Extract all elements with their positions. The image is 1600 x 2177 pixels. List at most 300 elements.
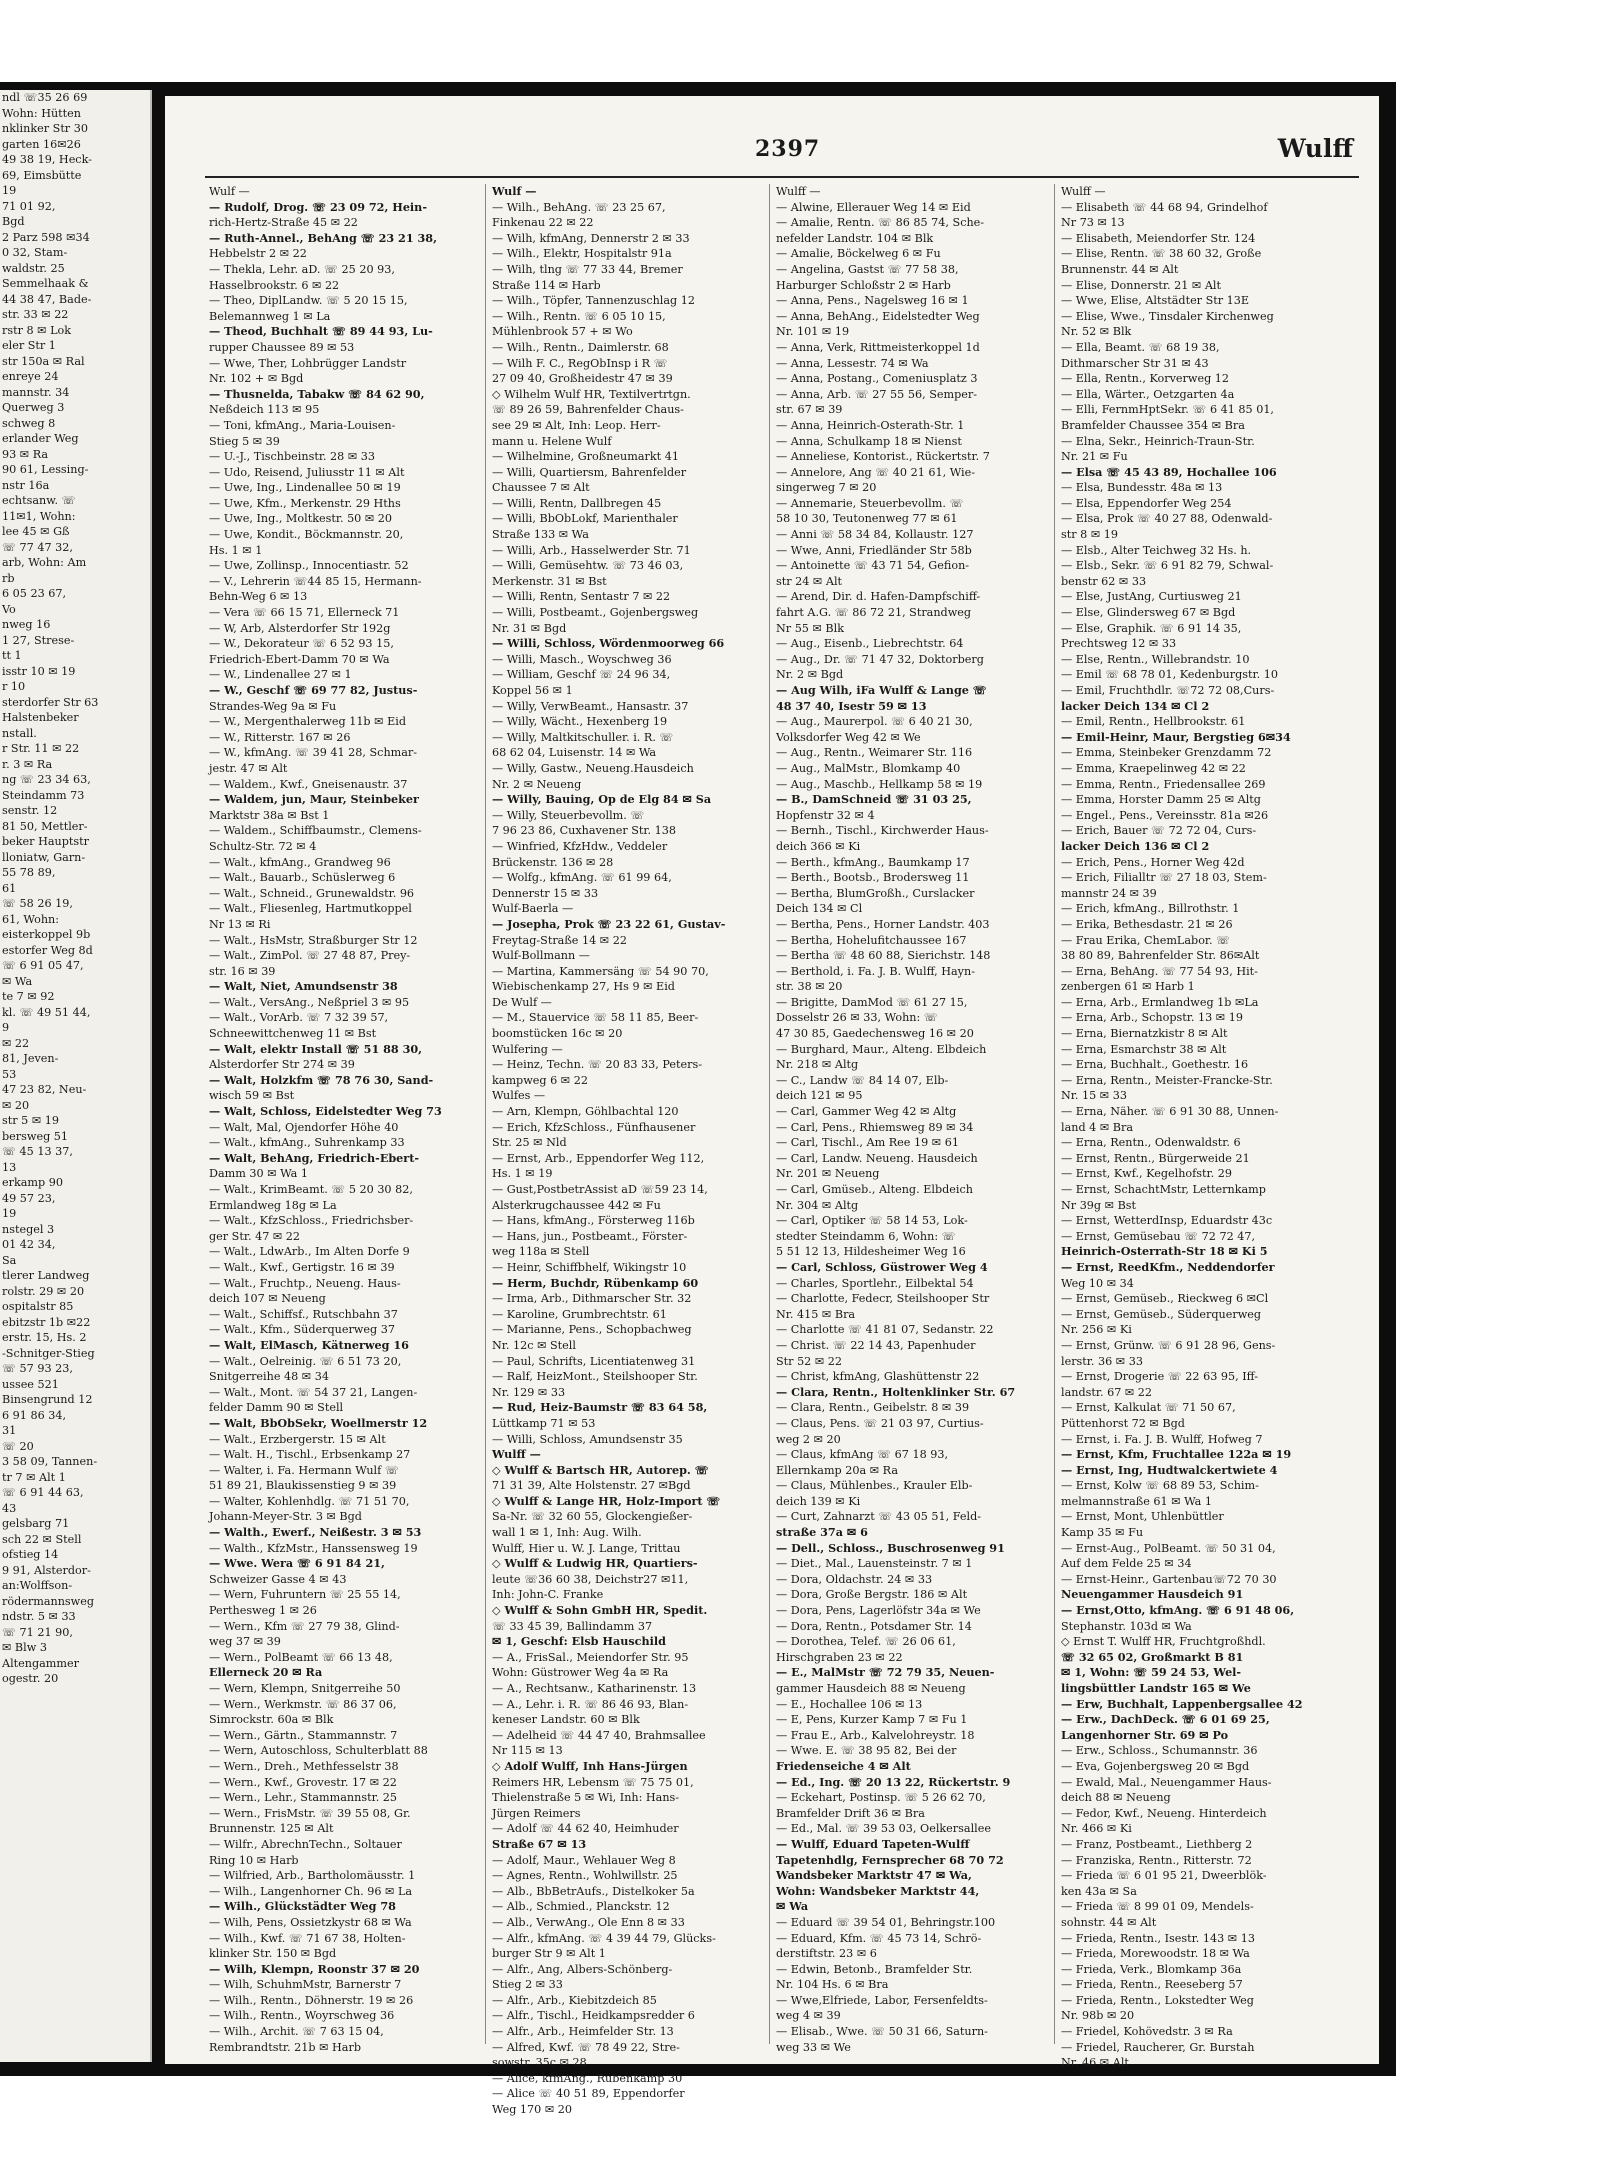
- directory-entry-line: Ring 10 ✉ Harb: [209, 1853, 299, 1867]
- directory-entry-line: Nr 55 ✉ Blk: [776, 621, 844, 635]
- left-page-line: Semmelhaak &: [2, 277, 89, 290]
- column-divider: [769, 184, 770, 2044]
- left-page-line: erlander Weg: [2, 432, 79, 445]
- directory-entry-line: 38 80 89, Bahrenfelder Str. 86✉Alt: [1061, 949, 1260, 963]
- directory-entry-line: — Anna, Arb. ☏ 27 55 56, Semper-: [776, 387, 977, 401]
- directory-entry-line: — Berth., Bootsb., Brodersweg 11: [776, 871, 970, 885]
- directory-entry-line: stedter Steindamm 6, Wohn: ☏: [776, 1229, 956, 1243]
- directory-entry-line: Wulff, Hier u. W. J. Lange, Trittau: [492, 1541, 681, 1555]
- directory-entry-line: Wandsbeker Marktstr 47 ✉ Wa,: [776, 1868, 972, 1883]
- directory-entry-line: Bramfelder Drift 36 ✉ Bra: [776, 1806, 925, 1820]
- directory-entry-line: — Ernst, Ing, Hudtwalckertwiete 4: [1061, 1462, 1278, 1477]
- directory-entry-line: — Walt., LdwArb., Im Alten Dorfe 9: [209, 1245, 410, 1259]
- left-page-line: 9: [2, 1021, 10, 1034]
- directory-entry-line: — E., Hochallee 106 ✉ 13: [776, 1697, 923, 1711]
- directory-entry-line: Bramfelder Chaussee 354 ✉ Bra: [1061, 418, 1245, 432]
- directory-entry-line: — W., Ritterstr. 167 ✉ 26: [209, 730, 351, 744]
- directory-entry-line: — Bernh., Tischl., Kirchwerder Haus-: [776, 824, 989, 838]
- left-page-line: Binsengrund 12: [2, 1393, 93, 1406]
- directory-entry-line: — Erna, BehAng. ☏ 77 54 93, Hit-: [1061, 964, 1258, 978]
- directory-entry-line: 5 51 12 13, Hildesheimer Weg 16: [776, 1245, 966, 1259]
- directory-entry-line: — Erna, Arb., Ermlandweg 1b ✉La: [1061, 995, 1259, 1009]
- directory-entry-line: — Christ, kfmAng, Glashüttenstr 22: [776, 1370, 980, 1384]
- left-page-line: ebitzstr 1b ✉22: [2, 1315, 91, 1329]
- directory-entry-line: lacker Deich 134 ✉ Cl 2: [1061, 698, 1210, 713]
- directory-entry-line: 58 10 30, Teutonenweg 77 ✉ 61: [776, 512, 958, 526]
- directory-entry-line: Nr. 304 ✉ Altg: [776, 1198, 859, 1212]
- directory-entry-line: — Aug., Maschb., Hellkamp 58 ✉ 19: [776, 777, 983, 791]
- directory-entry-line: Wulf-Baerla —: [492, 902, 574, 916]
- directory-entry-line: Brunnenstr. 125 ✉ Alt: [209, 1822, 334, 1836]
- directory-entry-line: — Willi, BbObLokf, Marienthaler: [492, 512, 678, 526]
- left-page-line: nstall.: [2, 726, 37, 740]
- directory-entry-line: — Bertha, Hohelufitchaussee 167: [776, 933, 967, 947]
- directory-entry-line: str 24 ✉ Alt: [776, 574, 843, 588]
- directory-column-4: [1061, 184, 1333, 2070]
- directory-entry-line: — Frau E., Arb., Kalvelohreystr. 18: [776, 1728, 975, 1742]
- directory-entry-line: 47 30 85, Gaedechensweg 16 ✉ 20: [776, 1027, 974, 1041]
- directory-entry-line: melmannstraße 61 ✉ Wa 1: [1061, 1494, 1212, 1508]
- directory-entry-line: deich 139 ✉ Ki: [776, 1494, 861, 1508]
- directory-entry-line: — Wilh., Töpfer, Tannenzuschlag 12: [492, 294, 696, 308]
- directory-entry-line: — Ella, Wärter., Oetzgarten 4a: [1061, 387, 1235, 401]
- left-page-line: erstr. 15, Hs. 2: [2, 1331, 87, 1344]
- directory-entry-line: Schneewittchenweg 11 ✉ Bst: [209, 1027, 377, 1041]
- directory-entry-line: — Anna, Pens., Nagelsweg 16 ✉ 1: [776, 294, 969, 308]
- directory-entry-line: Koppel 56 ✉ 1: [492, 684, 573, 697]
- directory-entry-line: — Wwe, Anni, Friedländer Str 58b: [776, 543, 972, 557]
- left-page-line: Querweg 3: [2, 401, 65, 414]
- directory-column-2: [492, 184, 764, 2117]
- left-page-line: 19: [2, 1207, 17, 1220]
- directory-entry-line: Stieg 5 ✉ 39: [209, 434, 280, 448]
- directory-entry-line: — Brigitte, DamMod ☏ 61 27 15,: [776, 995, 968, 1009]
- directory-entry-line: str 8 ✉ 19: [1061, 528, 1118, 542]
- directory-entry-line: ◇ Wulff & Lange HR, Holz-Import ☏: [492, 1493, 721, 1508]
- directory-entry-line: Reimers HR, Lebensm ☏ 75 75 01,: [492, 1775, 694, 1789]
- directory-entry-line: Dennerstr 15 ✉ 33: [492, 886, 599, 900]
- directory-entry-line: Heinrich-Osterrath-Str 18 ✉ Ki 5: [1061, 1244, 1268, 1259]
- directory-entry-line: ken 43a ✉ Sa: [1061, 1884, 1137, 1898]
- directory-entry-line: — Walt, BehAng, Friedrich-Ebert-: [209, 1150, 419, 1165]
- directory-entry-line: Chaussee 7 ✉ Alt: [492, 481, 590, 495]
- directory-entry-line: Snitgerreihe 48 ✉ 34: [209, 1370, 329, 1384]
- directory-entry-line: — Frieda, Verk., Blomkamp 36a: [1061, 1962, 1242, 1976]
- directory-entry-line: — Alwine, Ellerauer Weg 14 ✉ Eid: [776, 200, 971, 214]
- left-page-line: eisterkoppel 9b: [2, 928, 91, 941]
- directory-entry-line: — Wern., Kwf., Grovestr. 17 ✉ 22: [209, 1775, 397, 1789]
- column-divider: [485, 184, 486, 2044]
- directory-entry-line: — Walt., KfzSchloss., Friedrichsber-: [209, 1214, 414, 1228]
- directory-entry-line: — Wilhelmine, Großneumarkt 41: [492, 450, 679, 464]
- directory-entry-line: Behn-Weg 6 ✉ 13: [209, 590, 308, 604]
- left-page-line: 11✉1, Wohn:: [2, 509, 76, 523]
- directory-entry-line: — Ernst, Arb., Eppendorfer Weg 112,: [492, 1151, 705, 1165]
- left-page-line: te 7 ✉ 92: [2, 990, 55, 1003]
- directory-entry-line: — Martina, Kammersäng ☏ 54 90 70,: [492, 964, 709, 978]
- left-page-line: 81 50, Mettler-: [2, 819, 88, 833]
- directory-entry-line: — Elna, Sekr., Heinrich-Traun-Str.: [1061, 434, 1255, 448]
- directory-entry-line: — B., DamSchneid ☏ 31 03 25,: [776, 792, 972, 807]
- left-page-line: Vo: [2, 602, 16, 616]
- directory-entry-line: — Toni, kfmAng., Maria-Louisen-: [209, 418, 396, 432]
- directory-entry-line: — Carl, Schloss, Güstrower Weg 4: [776, 1259, 988, 1274]
- left-page-line: eler Str 1: [2, 339, 56, 352]
- left-page-line: Steindamm 73: [2, 788, 85, 802]
- directory-entry-line: — Elli, FernmHptSekr. ☏ 6 41 85 01,: [1061, 403, 1274, 417]
- directory-entry-line: — Anna, Schulkamp 18 ✉ Nienst: [776, 434, 962, 448]
- directory-entry-line: — A., FrisSal., Meiendorfer Str. 95: [492, 1650, 689, 1664]
- directory-entry-line: — Emma, Rentn., Friedensallee 269: [1061, 777, 1266, 791]
- directory-entry-line: ✉ 1, Geschf: Elsb Hauschild: [492, 1634, 666, 1649]
- directory-entry-line: — Elsa, Bundesstr. 48a ✉ 13: [1061, 481, 1223, 495]
- directory-entry-line: Lüttkamp 71 ✉ 53: [492, 1416, 596, 1430]
- directory-entry-line: str. 67 ✉ 39: [776, 403, 843, 417]
- directory-entry-line: — Friedel, Raucherer, Gr. Burstah: [1061, 2040, 1255, 2054]
- directory-entry-line: — Wilh, Klempn, Roonstr 37 ✉ 20: [209, 1961, 420, 1976]
- directory-entry-line: — Curt, Zahnarzt ☏ 43 05 51, Feld-: [776, 1510, 982, 1524]
- directory-entry-line: — Erw., Schloss., Schumannstr. 36: [1061, 1744, 1258, 1758]
- directory-entry-line: Kamp 35 ✉ Fu: [1061, 1526, 1144, 1540]
- directory-entry-line: keneser Landstr. 60 ✉ Blk: [492, 1713, 640, 1727]
- directory-entry-line: — Christ. ☏ 22 14 43, Papenhuder: [776, 1338, 976, 1352]
- directory-entry-line: — Frieda, Rentn., Lokstedter Weg: [1061, 1993, 1254, 2007]
- directory-entry-line: — Walt., Bauarb., Schüslerweg 6: [209, 871, 396, 885]
- directory-entry-line: — Emma, Kraepelinweg 42 ✉ 22: [1061, 761, 1246, 775]
- directory-entry-line: — Walth., KfzMstr., Hanssensweg 19: [209, 1541, 418, 1555]
- directory-entry-line: Wulf-Bollmann —: [492, 949, 590, 963]
- directory-entry-line: — W., Geschf ☏ 69 77 82, Justus-: [209, 683, 418, 697]
- directory-entry-line: Simrockstr. 60a ✉ Blk: [209, 1713, 334, 1727]
- directory-entry-line: — Emil, Rentn., Hellbrookstr. 61: [1061, 715, 1246, 729]
- directory-entry-line: rupper Chaussee 89 ✉ 53: [209, 340, 355, 354]
- left-page-line: ✉ Wa: [2, 974, 33, 988]
- directory-entry-line: Freytag-Straße 14 ✉ 22: [492, 933, 627, 947]
- directory-entry-line: — Carl, Landw. Neueng. Hausdeich: [776, 1151, 978, 1165]
- directory-entry-line: 48 37 40, Isestr 59 ✉ 13: [776, 698, 927, 713]
- directory-entry-line: — Ella, Beamt. ☏ 68 19 38,: [1061, 340, 1220, 354]
- directory-entry-line: deich 107 ✉ Neueng: [209, 1292, 326, 1306]
- directory-entry-line: Straße 67 ✉ 13: [492, 1836, 587, 1851]
- directory-entry-line: — Alfred, Kwf. ☏ 78 49 22, Stre-: [492, 2040, 680, 2054]
- directory-entry-line: — Walt., Schneid., Grunewaldstr. 96: [209, 886, 415, 900]
- directory-entry-line: ger Str. 47 ✉ 22: [209, 1229, 301, 1243]
- directory-entry-line: Nr. 256 ✉ Ki: [1061, 1323, 1132, 1337]
- directory-entry-line: — Erich, kfmAng., Billrothstr. 1: [1061, 902, 1240, 916]
- directory-entry-line: — Erna, Esmarchstr 38 ✉ Alt: [1061, 1042, 1227, 1056]
- directory-entry-line: — Anneliese, Kontorist., Rückertstr. 7: [776, 450, 990, 464]
- directory-entry-line: — Wilh., Rentn. ☏ 6 05 10 15,: [492, 309, 666, 323]
- directory-entry-line: Neuengammer Hausdeich 91: [1061, 1587, 1244, 1602]
- directory-entry-line: — Heinr, Schiffbhelf, Wikingstr 10: [492, 1260, 687, 1274]
- directory-entry-line: — Uwe, Ing., Lindenallee 50 ✉ 19: [209, 481, 401, 495]
- directory-entry-line: boomstücken 16c ✉ 20: [492, 1027, 623, 1041]
- directory-entry-line: — Carl, Tischl., Am Ree 19 ✉ 61: [776, 1136, 959, 1150]
- left-page-line: ✉ 22: [2, 1036, 30, 1050]
- directory-entry-line: Stieg 2 ✉ 33: [492, 1978, 563, 1992]
- directory-entry-line: — Else, Glindersweg 67 ✉ Bgd: [1061, 606, 1236, 620]
- directory-entry-line: — A., Rechtsanw., Katharinenstr. 13: [492, 1682, 697, 1695]
- directory-entry-line: Merkenstr. 31 ✉ Bst: [492, 574, 607, 588]
- directory-column-1: [209, 184, 481, 2054]
- directory-entry-line: — Wolfg., kfmAng. ☏ 61 99 64,: [492, 871, 672, 885]
- directory-entry-line: — Franziska, Rentn., Ritterstr. 72: [1061, 1853, 1252, 1867]
- left-page-line: 61: [2, 881, 17, 895]
- directory-entry-line: — Wilh, Pens, Ossietzkystr 68 ✉ Wa: [209, 1915, 412, 1929]
- directory-entry-line: — William, Geschf ☏ 24 96 34,: [492, 668, 671, 682]
- directory-entry-line: — Rudolf, Drog. ☏ 23 09 72, Hein-: [209, 199, 427, 214]
- left-page-line: rolstr. 29 ✉ 20: [2, 1284, 85, 1298]
- directory-entry-line: — Walt, Schloss, Eidelstedter Weg 73: [209, 1104, 442, 1119]
- directory-entry-line: — Wilh, tlng ☏ 77 33 44, Bremer: [492, 262, 683, 276]
- directory-entry-line: — Alfr., Arb., Heimfelder Str. 13: [492, 2025, 674, 2039]
- left-page-line: ☏ 58 26 19,: [2, 897, 73, 910]
- directory-entry-line: — Arn, Klempn, Göhlbachtal 120: [492, 1105, 679, 1119]
- left-page-line: ☏ 77 47 32,: [2, 540, 73, 554]
- left-page-line: 1 27, Strese-: [2, 633, 75, 647]
- directory-entry-line: — Elisabeth ☏ 44 68 94, Grindelhof: [1061, 200, 1268, 214]
- directory-entry-line: — Willy, Steuerbevollm. ☏: [492, 808, 645, 822]
- directory-entry-line: Finkenau 22 ✉ 22: [492, 216, 594, 230]
- directory-entry-line: — Uwe, Kfm., Merkenstr. 29 Hths: [209, 496, 401, 510]
- left-page-line: r 10: [2, 680, 26, 693]
- directory-entry-line: rich-Hertz-Straße 45 ✉ 22: [209, 216, 358, 230]
- left-page-line: kl. ☏ 49 51 44,: [2, 1005, 91, 1019]
- directory-entry-line: — Engel., Pens., Vereinsstr. 81a ✉26: [1061, 808, 1269, 822]
- directory-entry-line: — Angelina, Gastst ☏ 77 58 38,: [776, 262, 959, 276]
- directory-entry-line: — Dell., Schloss., Buschrosenweg 91: [776, 1540, 1005, 1555]
- left-page-line: 0 32, Stam-: [2, 246, 68, 259]
- directory-entry-line: — Walt. H., Tischl., Erbsenkamp 27: [209, 1448, 411, 1462]
- directory-entry-line: Schultz-Str. 72 ✉ 4: [209, 839, 317, 853]
- left-page-line: ndl ☏35 26 69: [2, 91, 88, 104]
- directory-entry-line: — Ed., Mal. ☏ 39 53 03, Oelkersallee: [776, 1822, 991, 1836]
- directory-entry-line: — Alfr., kfmAng. ☏ 4 39 44 79, Glücks-: [492, 1931, 716, 1945]
- directory-entry-line: ◇ Wilhelm Wulf HR, Textilvertrtgn.: [492, 387, 691, 401]
- directory-entry-line: — Walt, elektr Install ☏ 51 88 30,: [209, 1041, 423, 1056]
- directory-entry-line: — Else, Graphik. ☏ 6 91 14 35,: [1061, 621, 1242, 635]
- left-page-line: 90 61, Lessing-: [2, 463, 89, 476]
- directory-entry-line: 27 09 40, Großheidestr 47 ✉ 39: [492, 372, 673, 386]
- directory-entry-line: — Erna, Biernatzkistr 8 ✉ Alt: [1061, 1027, 1228, 1041]
- left-page-line: enreye 24: [2, 370, 59, 383]
- directory-entry-line: Weg 10 ✉ 34: [1061, 1276, 1134, 1290]
- directory-entry-line: — Ernst, WetterdInsp, Eduardstr 43c: [1061, 1214, 1273, 1228]
- left-page-line: 31: [2, 1424, 17, 1437]
- directory-entry-line: Wohn: Güstrower Weg 4a ✉ Ra: [492, 1666, 669, 1680]
- directory-entry-line: — Walt, Holzkfm ☏ 78 76 30, Sand-: [209, 1072, 434, 1087]
- left-page-line: 49 57 23,: [2, 1191, 56, 1205]
- directory-entry-line: — Alb., Schmied., Planckstr. 12: [492, 1900, 670, 1914]
- directory-entry-line: benstr 62 ✉ 33: [1061, 574, 1147, 588]
- directory-entry-line: Langenhorner Str. 69 ✉ Po: [1061, 1727, 1229, 1742]
- directory-entry-line: — Carl, Pens., Rhiemsweg 89 ✉ 34: [776, 1120, 974, 1134]
- directory-entry-line: — Uwe, Zollinsp., Innocentiastr. 52: [209, 559, 409, 573]
- left-page-line: 2 Parz 598 ✉34: [2, 230, 90, 244]
- left-page-line: ☏ 45 13 37,: [2, 1145, 73, 1158]
- directory-entry-line: — Walt., Erzbergerstr. 15 ✉ Alt: [209, 1432, 386, 1446]
- left-page-line: waldstr. 25: [2, 261, 65, 275]
- directory-entry-line: Weg 170 ✉ 20: [492, 2103, 572, 2117]
- directory-entry-line: weg 33 ✉ We: [776, 2040, 851, 2054]
- header-rule: [205, 176, 1359, 178]
- left-page-line: 9 91, Alsterdor-: [2, 1563, 91, 1577]
- directory-entry-line: — Erw, Buchhalt, Lappenbergsallee 42: [1061, 1696, 1303, 1711]
- directory-entry-line: — Clara, Rentn., Holtenklinker Str. 67: [776, 1384, 1016, 1399]
- directory-entry-line: — Fedor, Kwf., Neueng. Hinterdeich: [1061, 1806, 1267, 1820]
- directory-entry-line: Dosselstr 26 ✉ 33, Wohn: ☏: [776, 1011, 938, 1025]
- directory-entry-line: Neßdeich 113 ✉ 95: [209, 403, 320, 417]
- directory-entry-line: — Berthold, i. Fa. J. B. Wulff, Hayn-: [776, 964, 975, 978]
- directory-entry-line: — Hans, jun., Postbeamt., Förster-: [492, 1229, 688, 1243]
- left-page-line: 71 01 92,: [2, 199, 56, 213]
- directory-entry-line: — Wilh., BehAng. ☏ 23 25 67,: [492, 200, 666, 214]
- directory-entry-line: — Willi, Schloss, Wördenmoorweg 66: [492, 636, 725, 651]
- directory-entry-line: — Emil-Heinr, Maur, Bergstieg 6✉34: [1061, 729, 1291, 744]
- directory-entry-line: Straße 133 ✉ Wa: [492, 528, 589, 542]
- directory-entry-line: — Elsb., Alter Teichweg 32 Hs. h.: [1061, 543, 1252, 557]
- left-page-line: Halstenbeker: [2, 711, 79, 724]
- directory-entry-line: Prechtsweg 12 ✉ 33: [1061, 637, 1177, 651]
- directory-entry-line: — Anna, BehAng., Eidelstedter Weg: [776, 309, 980, 323]
- directory-entry-line: — Ernst-Heinr., Gartenbau☏72 70 30: [1061, 1572, 1277, 1586]
- directory-entry-line: — E, Pens, Kurzer Kamp 7 ✉ Fu 1: [776, 1713, 968, 1727]
- directory-entry-line: — Frieda, Morewoodstr. 18 ✉ Wa: [1061, 1947, 1250, 1961]
- directory-entry-line: Hebbelstr 2 ✉ 22: [209, 247, 307, 261]
- left-page-line: 44 38 47, Bade-: [2, 292, 92, 306]
- directory-entry-line: — Charles, Sportlehr., Eilbektal 54: [776, 1276, 974, 1290]
- directory-entry-line: Mühlenbrook 57 + ✉ Wo: [492, 325, 633, 339]
- directory-entry-line: Strandes-Weg 9a ✉ Fu: [209, 699, 337, 713]
- directory-entry-line: — Aug., Dr. ☏ 71 47 32, Doktorberg: [776, 652, 984, 666]
- directory-entry-line: — Frieda, Rentn., Reeseberg 57: [1061, 1978, 1243, 1992]
- directory-entry-line: mann u. Helene Wulf: [492, 434, 612, 448]
- page-header: [165, 136, 1379, 176]
- left-page-line: 3 58 09, Tannen-: [2, 1455, 98, 1468]
- left-page-line: echtsanw. ☏: [2, 494, 76, 507]
- directory-column-3: [776, 184, 1048, 2054]
- directory-entry-line: — Wern., PolBeamt ☏ 66 13 48,: [209, 1650, 393, 1664]
- directory-entry-line: — Eduard, Kfm. ☏ 45 73 14, Schrö-: [776, 1931, 982, 1945]
- left-page-line: ☏ 6 91 44 63,: [2, 1486, 84, 1499]
- directory-entry-line: — Burghard, Maur., Alteng. Elbdeich: [776, 1042, 987, 1056]
- directory-entry-line: — Walt, ElMasch, Kätnerweg 16: [209, 1337, 409, 1352]
- directory-entry-line: — Walt., Mont. ☏ 54 37 21, Langen-: [209, 1385, 418, 1399]
- directory-entry-line: — Thekla, Lehr. aD. ☏ 25 20 93,: [209, 262, 395, 276]
- directory-entry-line: Nr. 31 ✉ Bgd: [492, 621, 567, 635]
- directory-entry-line: — Ernst, Gemüseb., Rieckweg 6 ✉Cl: [1061, 1292, 1269, 1306]
- left-page-line: estorfer Weg 8d: [2, 943, 93, 957]
- directory-entry-line: — Wilh., Glückstädter Weg 78: [209, 1899, 396, 1914]
- directory-entry-line: str. 38 ✉ 20: [776, 980, 843, 994]
- directory-entry-line: — Wilh., Langenhorner Ch. 96 ✉ La: [209, 1884, 413, 1898]
- directory-entry-line: — Ernst, SchachtMstr, Letternkamp: [1061, 1183, 1266, 1196]
- directory-entry-line: — Else, JustAng, Curtiusweg 21: [1061, 590, 1242, 604]
- directory-entry-line: — Alfr., Arb., Kiebitzdeich 85: [492, 1993, 657, 2007]
- directory-entry-line: — Anna, Heinrich-Osterath-Str. 1: [776, 418, 965, 432]
- directory-entry-line: ◇ Ernst T. Wulff HR, Fruchtgroßhdl.: [1061, 1635, 1266, 1649]
- directory-entry-line: — Herm, Buchdr, Rübenkamp 60: [492, 1275, 699, 1290]
- directory-entry-line: Friedrich-Ebert-Damm 70 ✉ Wa: [209, 652, 390, 666]
- directory-entry-line: — Ernst, i. Fa. J. B. Wulff, Hofweg 7: [1061, 1432, 1263, 1446]
- directory-entry-line: — Elisabeth, Meiendorfer Str. 124: [1061, 231, 1256, 245]
- directory-entry-line: Nr 39g ✉ Bst: [1061, 1198, 1137, 1212]
- directory-entry-line: — Walt., Oelreinig. ☏ 6 51 73 20,: [209, 1354, 402, 1368]
- directory-entry-line: Nr. 415 ✉ Bra: [776, 1307, 856, 1321]
- left-page-fragment: [0, 90, 152, 2062]
- directory-entry-line: — Friedel, Kohövedstr. 3 ✉ Ra: [1061, 2025, 1233, 2039]
- directory-entry-line: — Dora, Oldachstr. 24 ✉ 33: [776, 1572, 933, 1586]
- directory-entry-line: — Wilh., Rentn., Daimlerstr. 68: [492, 340, 669, 354]
- directory-entry-line: — Eva, Gojenbergsweg 20 ✉ Bgd: [1061, 1759, 1250, 1773]
- left-page-line: 47 23 82, Neu-: [2, 1083, 87, 1096]
- directory-entry-line: — Waldem., Schiffbaumstr., Clemens-: [209, 824, 422, 838]
- directory-entry-line: — Claus, Mühlenbes., Krauler Elb-: [776, 1479, 973, 1493]
- directory-entry-line: Deich 134 ✉ Cl: [776, 902, 863, 916]
- directory-entry-line: Friedenseiche 4 ✉ Alt: [776, 1758, 911, 1773]
- directory-entry-line: — Uwe, Ing., Moltkestr. 50 ✉ 20: [209, 512, 393, 526]
- left-page-line: 01 42 34,: [2, 1238, 56, 1251]
- directory-entry-line: singerweg 7 ✉ 20: [776, 481, 877, 495]
- directory-entry-line: — Wern., Werkmstr. ☏ 86 37 06,: [209, 1697, 397, 1711]
- directory-entry-line: 51 89 21, Blaukissenstieg 9 ✉ 39: [209, 1479, 397, 1493]
- directory-entry-line: Tapetenhdlg, Fernsprecher 68 70 72: [776, 1852, 1004, 1867]
- directory-entry-line: — Ernst, Mont, Uhlenbüttler: [1061, 1510, 1224, 1524]
- directory-entry-line: — E., MalMstr ☏ 72 79 35, Neuen-: [776, 1665, 995, 1680]
- directory-entry-line: Hasselbrookstr. 6 ✉ 22: [209, 278, 340, 292]
- directory-entry-line: — Walt, BbObSekr, Woellmerstr 12: [209, 1415, 428, 1430]
- directory-entry-line: Wulfes —: [492, 1089, 546, 1103]
- directory-entry-line: — Ed., Ing. ☏ 20 13 22, Rückertstr. 9: [776, 1774, 1011, 1789]
- directory-entry-line: — Walt., Kwf., Gertigstr. 16 ✉ 39: [209, 1260, 395, 1274]
- directory-entry-line: Marktstr 38a ✉ Bst 1: [209, 808, 330, 822]
- directory-entry-line: — Bertha ☏ 48 60 88, Sierichstr. 148: [776, 949, 991, 963]
- directory-entry-line: Harburger Schloßstr 2 ✉ Harb: [776, 278, 951, 292]
- directory-entry-line: — Walt., VersAng., Neßpriel 3 ✉ 95: [209, 995, 410, 1009]
- directory-entry-line: — Wilh., Archit. ☏ 7 63 15 04,: [209, 2025, 384, 2039]
- directory-entry-line: str. 16 ✉ 39: [209, 964, 276, 978]
- directory-entry-line: — Agnes, Rentn., Wohlwillstr. 25: [492, 1869, 678, 1883]
- directory-entry-line: — Bertha, Pens., Horner Landstr. 403: [776, 917, 990, 931]
- directory-entry-line: — Dorothea, Telef. ☏ 26 06 61,: [776, 1635, 956, 1649]
- directory-entry-line: — Elise, Wwe., Tinsdaler Kirchenweg: [1061, 309, 1274, 323]
- directory-entry-line: leute ☏36 60 38, Deichstr27 ✉11,: [492, 1572, 689, 1586]
- directory-entry-line: zenbergen 61 ✉ Harb 1: [1061, 980, 1195, 994]
- directory-entry-line: — Anni ☏ 58 34 84, Kollaustr. 127: [776, 528, 974, 542]
- directory-entry-line: — Erich, Bauer ☏ 72 72 04, Curs-: [1061, 824, 1257, 838]
- directory-entry-line: — Claus, kfmAng ☏ 67 18 93,: [776, 1448, 949, 1462]
- directory-entry-line: — Thusnelda, Tabakw ☏ 84 62 90,: [209, 386, 425, 401]
- directory-entry-line: Hs. 1 ✉ 1: [209, 543, 263, 557]
- left-page-line: ✉ Blw 3: [2, 1641, 47, 1654]
- left-page-line: an:Wolffson-: [2, 1579, 73, 1592]
- directory-entry-line: Wohn: Wandsbeker Marktstr 44,: [776, 1883, 980, 1898]
- left-page-line: sterdorfer Str 63: [2, 695, 99, 709]
- directory-entry-line: Dithmarscher Str 31 ✉ 43: [1061, 356, 1209, 370]
- directory-entry-line: — Wern., FrisMstr. ☏ 39 55 08, Gr.: [209, 1806, 411, 1820]
- directory-entry-line: kampweg 6 ✉ 22: [492, 1073, 588, 1087]
- directory-entry-line: — Eduard ☏ 39 54 01, Behringstr.100: [776, 1915, 996, 1929]
- directory-entry-line: — Erw., DachDeck. ☏ 6 01 69 25,: [1061, 1712, 1270, 1727]
- directory-entry-line: — C., Landw ☏ 84 14 07, Elb-: [776, 1073, 949, 1087]
- directory-entry-line: — Walt., Kfm., Süderquerweg 37: [209, 1323, 395, 1337]
- directory-entry-line: — Else, Rentn., Willebrandstr. 10: [1061, 652, 1250, 666]
- directory-entry-line: — Adelheid ☏ 44 47 40, Brahmsallee: [492, 1728, 706, 1742]
- directory-entry-line: — W., Dekorateur ☏ 6 52 93 15,: [209, 637, 394, 651]
- directory-entry-line: — Marianne, Pens., Schopbachweg: [492, 1323, 692, 1337]
- directory-entry-line: — Ernst, Kolw ☏ 68 89 53, Schim-: [1061, 1479, 1259, 1493]
- left-page-line: garten 16✉26: [2, 137, 81, 151]
